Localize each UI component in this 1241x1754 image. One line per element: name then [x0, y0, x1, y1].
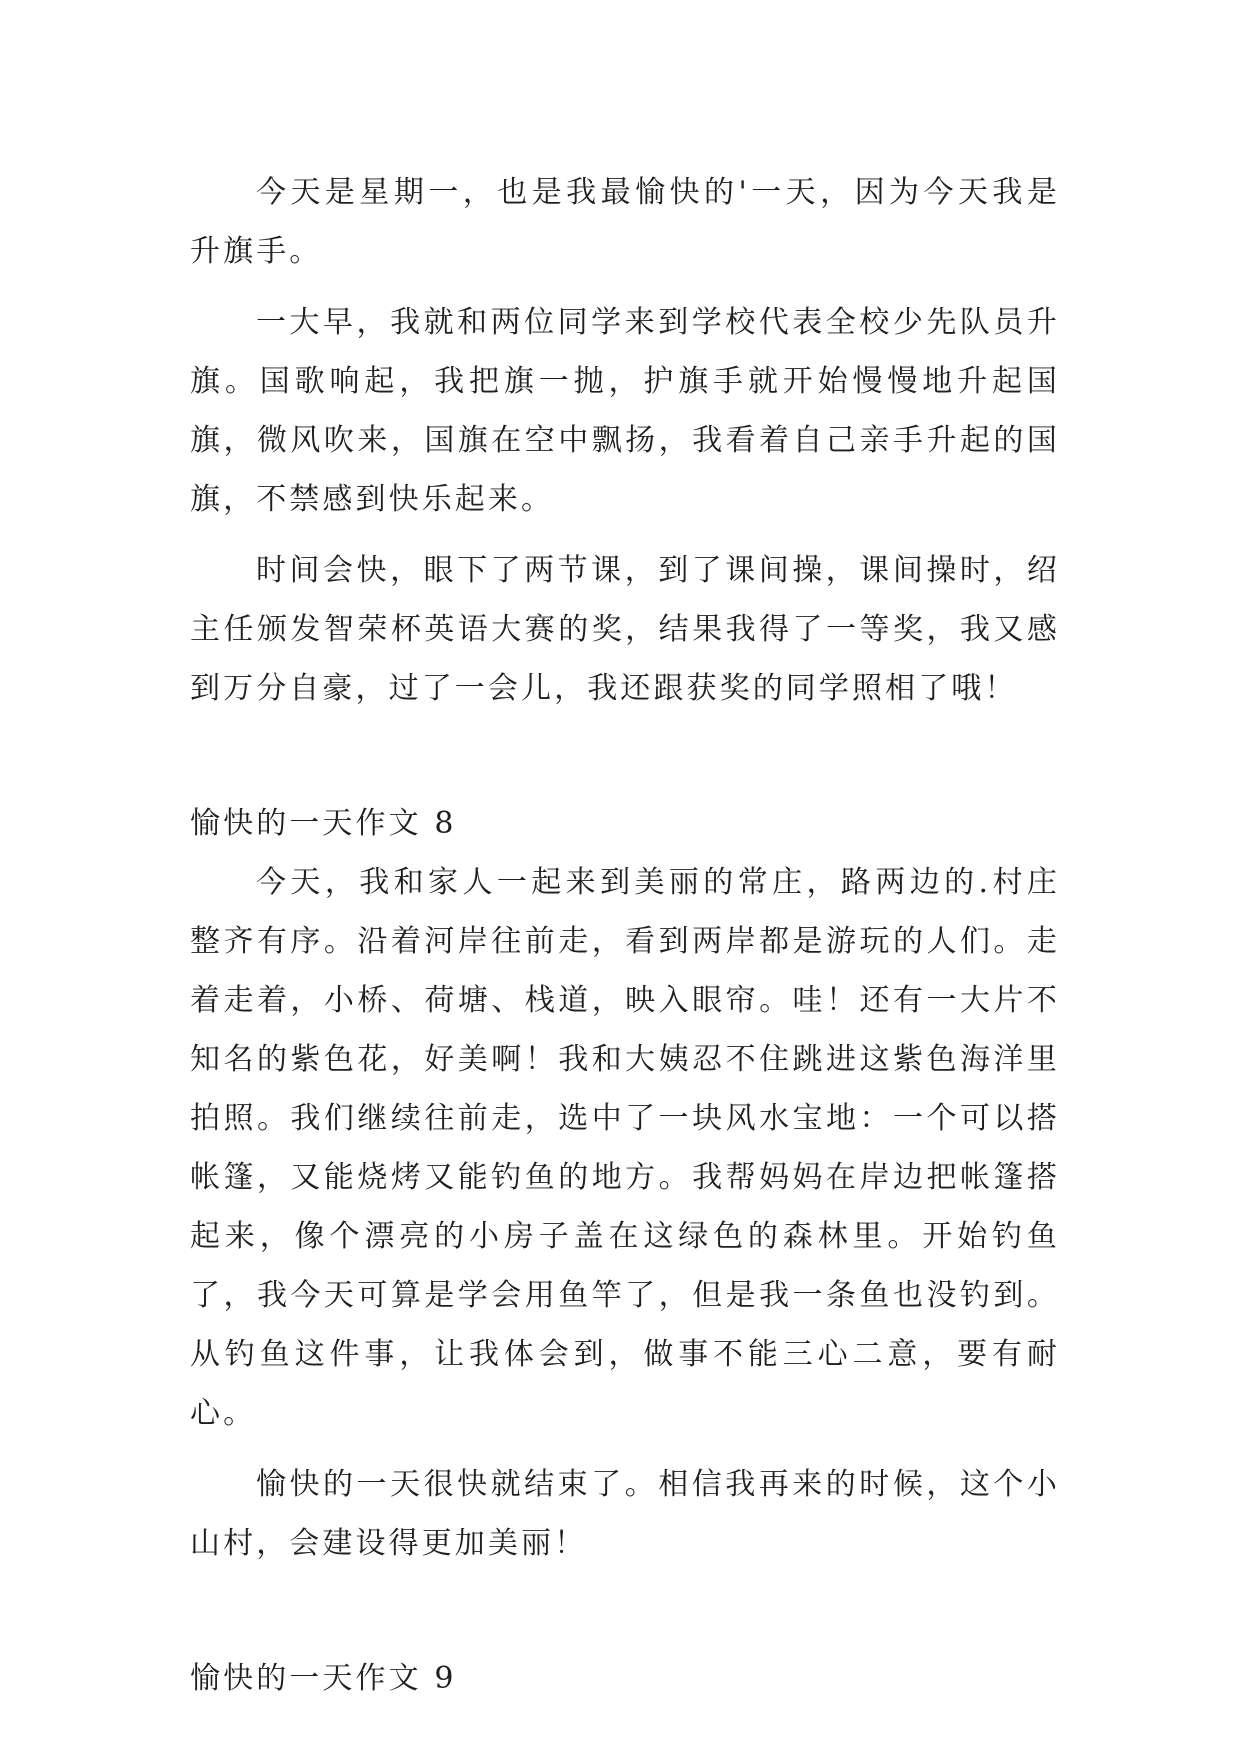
- paragraph-changzhuang-trip: 今天，我和家人一起来到美丽的常庄，路两边的.村庄整齐有序。沿着河岸往前走，看到两岸都是游玩的人们。走着走着，小桥、荷塘、栈道，映入眼帘。哇！还有一大片不知名的紫色花，好美啊！我和大姨忍不住跳进这紫色海洋里拍照。我们继续往前走，选中了一块风水宝地：一个可以搭帐篷，又能烧烤又能钓鱼的地方。我帮妈妈在岸边把帐篷搭起来，像个漂亮的小房子盖在这绿色的森林里。开始钓鱼了，我今天可算是学会用鱼竿了，但是我一条鱼也没钓到。从钓鱼这件事，让我体会到，做事不能三心二意，要有耐心。: [190, 865, 1060, 1431]
- document-body: [190, 163, 1060, 1708]
- paragraph-gap: [190, 281, 1060, 293]
- section-heading-8: 愉快的一天作文 8: [190, 806, 457, 841]
- paragraph-flag-raiser: 今天是星期一，也是我最愉快的'一天，因为今天我是升旗手。: [190, 175, 1060, 269]
- section-heading-9: 愉快的一天作文 9: [190, 1661, 457, 1696]
- paragraph-day-ending: 愉快的一天很快就结束了。相信我再来的时候，这个小山村，会建设得更加美丽！: [190, 1467, 1060, 1561]
- section-gap: [190, 1573, 1060, 1649]
- paragraph-english-award: 时间会快，眼下了两节课，到了课间操，课间操时，绍主任颁发智荣杯英语大赛的奖，结果我得了一等奖，我又感到万分自豪，过了一会儿，我还跟获奖的同学照相了哦！: [190, 553, 1060, 706]
- section-gap: [190, 718, 1060, 794]
- paragraph-gap: [190, 529, 1060, 541]
- paragraph-gap: [190, 1443, 1060, 1455]
- paragraph-flag-ceremony: 一大早，我就和两位同学来到学校代表全校少先队员升旗。国歌响起，我把旗一抛，护旗手就开始慢慢地升起国旗，微风吹来，国旗在空中飘扬，我看着自己亲手升起的国旗，不禁感到快乐起来。: [190, 305, 1060, 517]
